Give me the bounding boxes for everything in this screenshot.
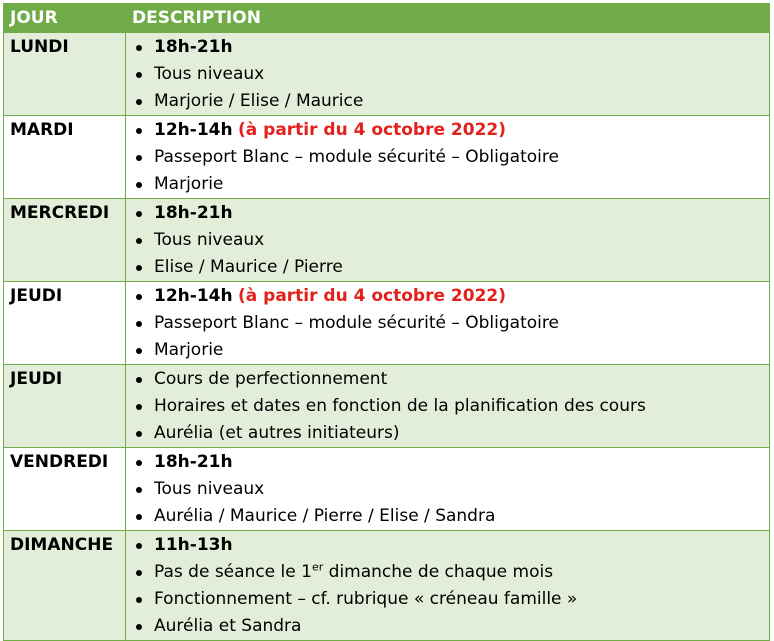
instructors-text: Marjorie / Elise / Maurice [154, 91, 364, 111]
schedule-text: Horaires et dates en fonction de la planification des cours [154, 396, 646, 416]
no-session-text-end: dimanche de chaque mois [323, 562, 554, 582]
header-day: JOUR [4, 4, 126, 33]
no-session-text: Pas de séance le 1 [154, 562, 312, 582]
schedule-table [3, 3, 770, 641]
description-list [132, 116, 763, 198]
description-list [132, 531, 763, 640]
list-item [132, 283, 763, 310]
list-item [132, 144, 763, 171]
time-slot: 18h-21h [154, 452, 233, 472]
list-item [132, 559, 763, 586]
list-item [132, 254, 763, 281]
start-date-note: (à partir du 4 octobre 2022) [237, 286, 507, 306]
level-text: Tous niveaux [154, 64, 265, 84]
list-item [132, 532, 763, 559]
list-item [132, 393, 763, 420]
day-label: LUNDI [10, 37, 69, 57]
course-text: Cours de perfectionnement [154, 369, 388, 389]
description-list [132, 448, 763, 530]
list-item [132, 366, 763, 393]
time-slot: 12h-14h [154, 286, 233, 306]
start-date-note: (à partir du 4 octobre 2022) [237, 120, 507, 140]
module-text: Passeport Blanc – module sécurité – Obligatoire [154, 313, 559, 333]
list-item [132, 200, 763, 227]
day-label: MARDI [10, 120, 74, 140]
functioning-text: Fonctionnement – cf. rubrique « créneau famille » [154, 589, 578, 609]
ordinal-suffix: er [311, 560, 324, 574]
time-slot: 12h-14h [154, 120, 233, 140]
day-label: VENDREDI [10, 452, 109, 472]
list-item [132, 310, 763, 337]
list-item [132, 449, 763, 476]
instructors-text: Aurélia / Maurice / Pierre / Elise / Sandra [154, 506, 496, 526]
list-item [132, 88, 763, 115]
list-item [132, 117, 763, 144]
day-label: MERCREDI [10, 203, 110, 223]
table-row [4, 33, 770, 116]
header-row [4, 4, 770, 33]
table-row [4, 531, 770, 641]
day-label: DIMANCHE [10, 535, 114, 555]
instructors-text: Elise / Maurice / Pierre [154, 257, 343, 277]
instructors-text: Marjorie [154, 340, 224, 360]
list-item [132, 503, 763, 530]
day-label: JEUDI [10, 286, 63, 306]
list-item [132, 420, 763, 447]
instructors-text: Marjorie [154, 174, 224, 194]
header-description: DESCRIPTION [126, 4, 770, 33]
table-row [4, 282, 770, 365]
description-list [132, 282, 763, 364]
time-slot: 11h-13h [154, 535, 233, 555]
description-list [132, 33, 763, 115]
level-text: Tous niveaux [154, 479, 265, 499]
list-item [132, 586, 763, 613]
list-item [132, 61, 763, 88]
list-item [132, 476, 763, 503]
module-text: Passeport Blanc – module sécurité – Obligatoire [154, 147, 559, 167]
list-item [132, 171, 763, 198]
description-list [132, 199, 763, 281]
list-item [132, 34, 763, 61]
day-label: JEUDI [10, 369, 63, 389]
table-row [4, 448, 770, 531]
time-slot: 18h-21h [154, 37, 233, 57]
list-item [132, 227, 763, 254]
time-slot: 18h-21h [154, 203, 233, 223]
table-row [4, 116, 770, 199]
table-row [4, 199, 770, 282]
level-text: Tous niveaux [154, 230, 265, 250]
instructors-text: Aurélia et Sandra [154, 616, 302, 636]
instructors-text: Aurélia (et autres initiateurs) [154, 423, 400, 443]
table-row [4, 365, 770, 448]
description-list [132, 365, 763, 447]
list-item [132, 337, 763, 364]
